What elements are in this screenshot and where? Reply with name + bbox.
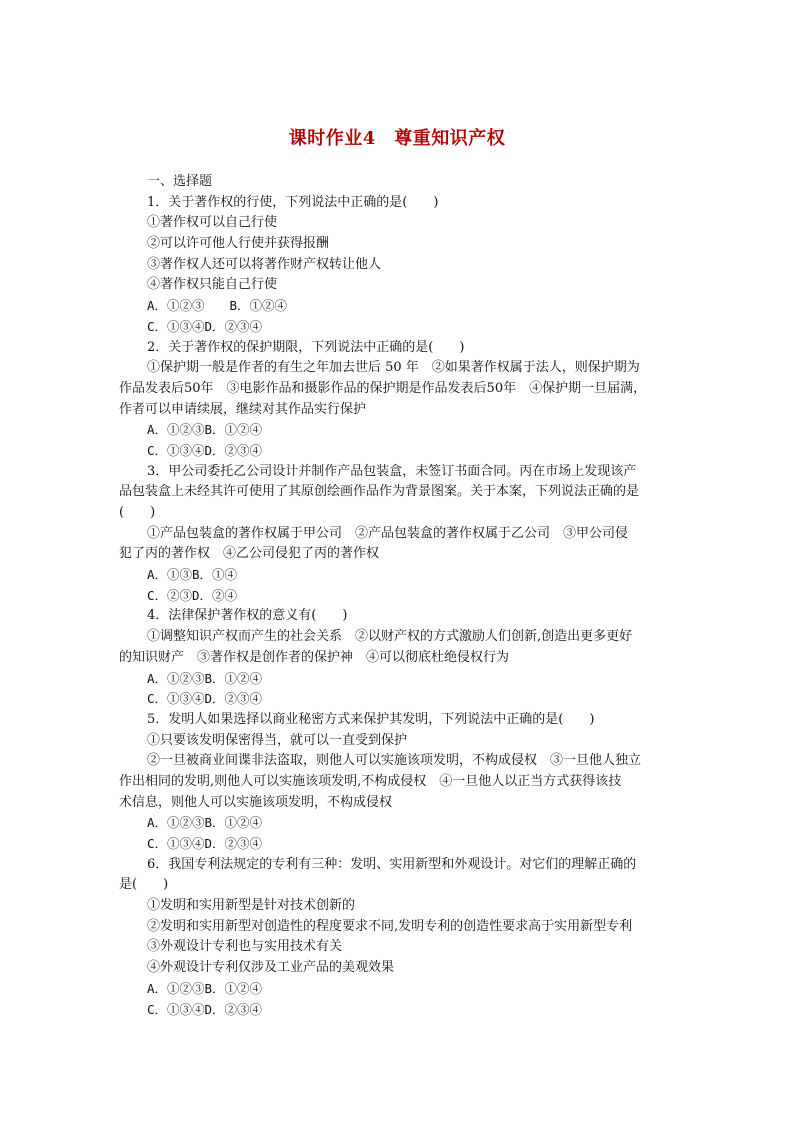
statement: ①发明和实用新型是针对技术创新的 xyxy=(147,898,356,914)
question-6 xyxy=(119,855,679,1021)
statement: 犯了丙的著作权 ④乙公司侵犯了丙的著作权 xyxy=(119,546,380,562)
statement: ②一旦被商业间谍非法盗取，则他人可以实施该项发明，不构成侵权 ③一旦他人独立 xyxy=(147,753,642,769)
statement: ①调整知识产权而产生的社会关系 ②以财产权的方式激励人们创新,创造出更多更好 xyxy=(147,629,633,645)
question-stem: 1．关于著作权的行使，下列说法中正确的是( ) xyxy=(147,194,439,210)
question-stem: 2．关于著作权的保护期限，下列说法中正确的是( ) xyxy=(147,339,465,355)
question-stem: 3．甲公司委托乙公司设计并制作产品包装盒，未签订书面合同。丙在市场上发现该产 xyxy=(147,463,637,479)
page-title: 课时作业4 尊重知识产权 xyxy=(288,128,506,149)
answer-options: A．①②③B．①②④ xyxy=(147,670,263,686)
answer-options: A．①②③B．①②④ xyxy=(147,980,263,996)
statement: ②发明和实用新型对创造性的程度要求不同,发明专利的创造性要求高于实用新型专利 xyxy=(147,918,633,934)
question-stem: 4．法律保护著作权的意义有( ) xyxy=(147,608,348,624)
section-heading: 一、选择题 xyxy=(147,174,213,189)
statement: ①著作权可以自己行使 xyxy=(147,215,278,231)
statement: ③著作权人还可以将著作财产权转让他人 xyxy=(147,256,382,272)
answer-options: C．①③④D．②③④ xyxy=(147,442,263,458)
answer-options: A．①②③B．①②④ xyxy=(147,422,263,438)
answer-options: C．②③D．②④ xyxy=(147,587,238,603)
question-stem: 5．发明人如果选择以商业秘密方式来保护其发明，下列说法中正确的是( ) xyxy=(147,711,595,727)
statement: 作出相同的发明,则他人可以实施该项发明,不构成侵权 ④一旦他人以正当方式获得该技 xyxy=(119,773,622,789)
answer-options: A．①③B．①④ xyxy=(147,567,238,583)
question-5 xyxy=(119,710,679,855)
answer-options: A．①②③B．①②④ xyxy=(147,815,263,831)
question-stem: 6．我国专利法规定的专利有三种：发明、实用新型和外观设计。对它们的理解正确的 xyxy=(147,856,637,872)
statement: 的知识财产 ③著作权是创作者的保护神 ④可以彻底杜绝侵权行为 xyxy=(119,649,510,665)
statement: ④外观设计专利仅涉及工业产品的美观效果 xyxy=(147,960,395,976)
answer-options: C．①③④D．②③④ xyxy=(147,318,263,334)
statement: ④著作权只能自己行使 xyxy=(147,277,278,293)
question-3 xyxy=(119,462,679,607)
worksheet-content xyxy=(119,172,679,1020)
answer-options: A．①②③ B．①②④ xyxy=(147,298,288,314)
question-1 xyxy=(119,193,679,338)
statement: 作品发表后50年 ③电影作品和摄影作品的保护期是作品发表后50年 ④保护期一旦届满， xyxy=(119,380,647,396)
answer-options: C．①③④D．②③④ xyxy=(147,1001,263,1017)
question-stem: ( ) xyxy=(119,505,156,520)
question-2 xyxy=(119,338,679,462)
statement: ②可以许可他人行使并获得报酬 xyxy=(147,236,330,252)
statement: ①产品包装盒的著作权属于甲公司 ②产品包装盒的著作权属于乙公司 ③甲公司侵 xyxy=(147,525,629,541)
answer-options: C．①③④D．②③④ xyxy=(147,836,263,851)
statement: 作者可以申请续展，继续对其作品实行保护 xyxy=(119,401,367,417)
answer-options: C．①③④D．②③④ xyxy=(147,691,263,707)
question-4 xyxy=(119,606,679,709)
question-stem: 品包装盒上未经其许可使用了其原创绘画作品作为背景图案。关于本案，下列说法正确的是 xyxy=(119,484,640,500)
statement: ③外观设计专利也与实用技术有关 xyxy=(147,939,343,955)
statement: ①保护期一般是作者的有生之年加去世后 50 年 ②如果著作权属于法人，则保护期为 xyxy=(147,360,640,376)
statement: 术信息，则他人可以实施该项发明，不构成侵权 xyxy=(119,794,393,810)
question-stem: 是( ) xyxy=(119,877,169,893)
statement: ①只要该发明保密得当，就可以一直受到保护 xyxy=(147,732,408,748)
